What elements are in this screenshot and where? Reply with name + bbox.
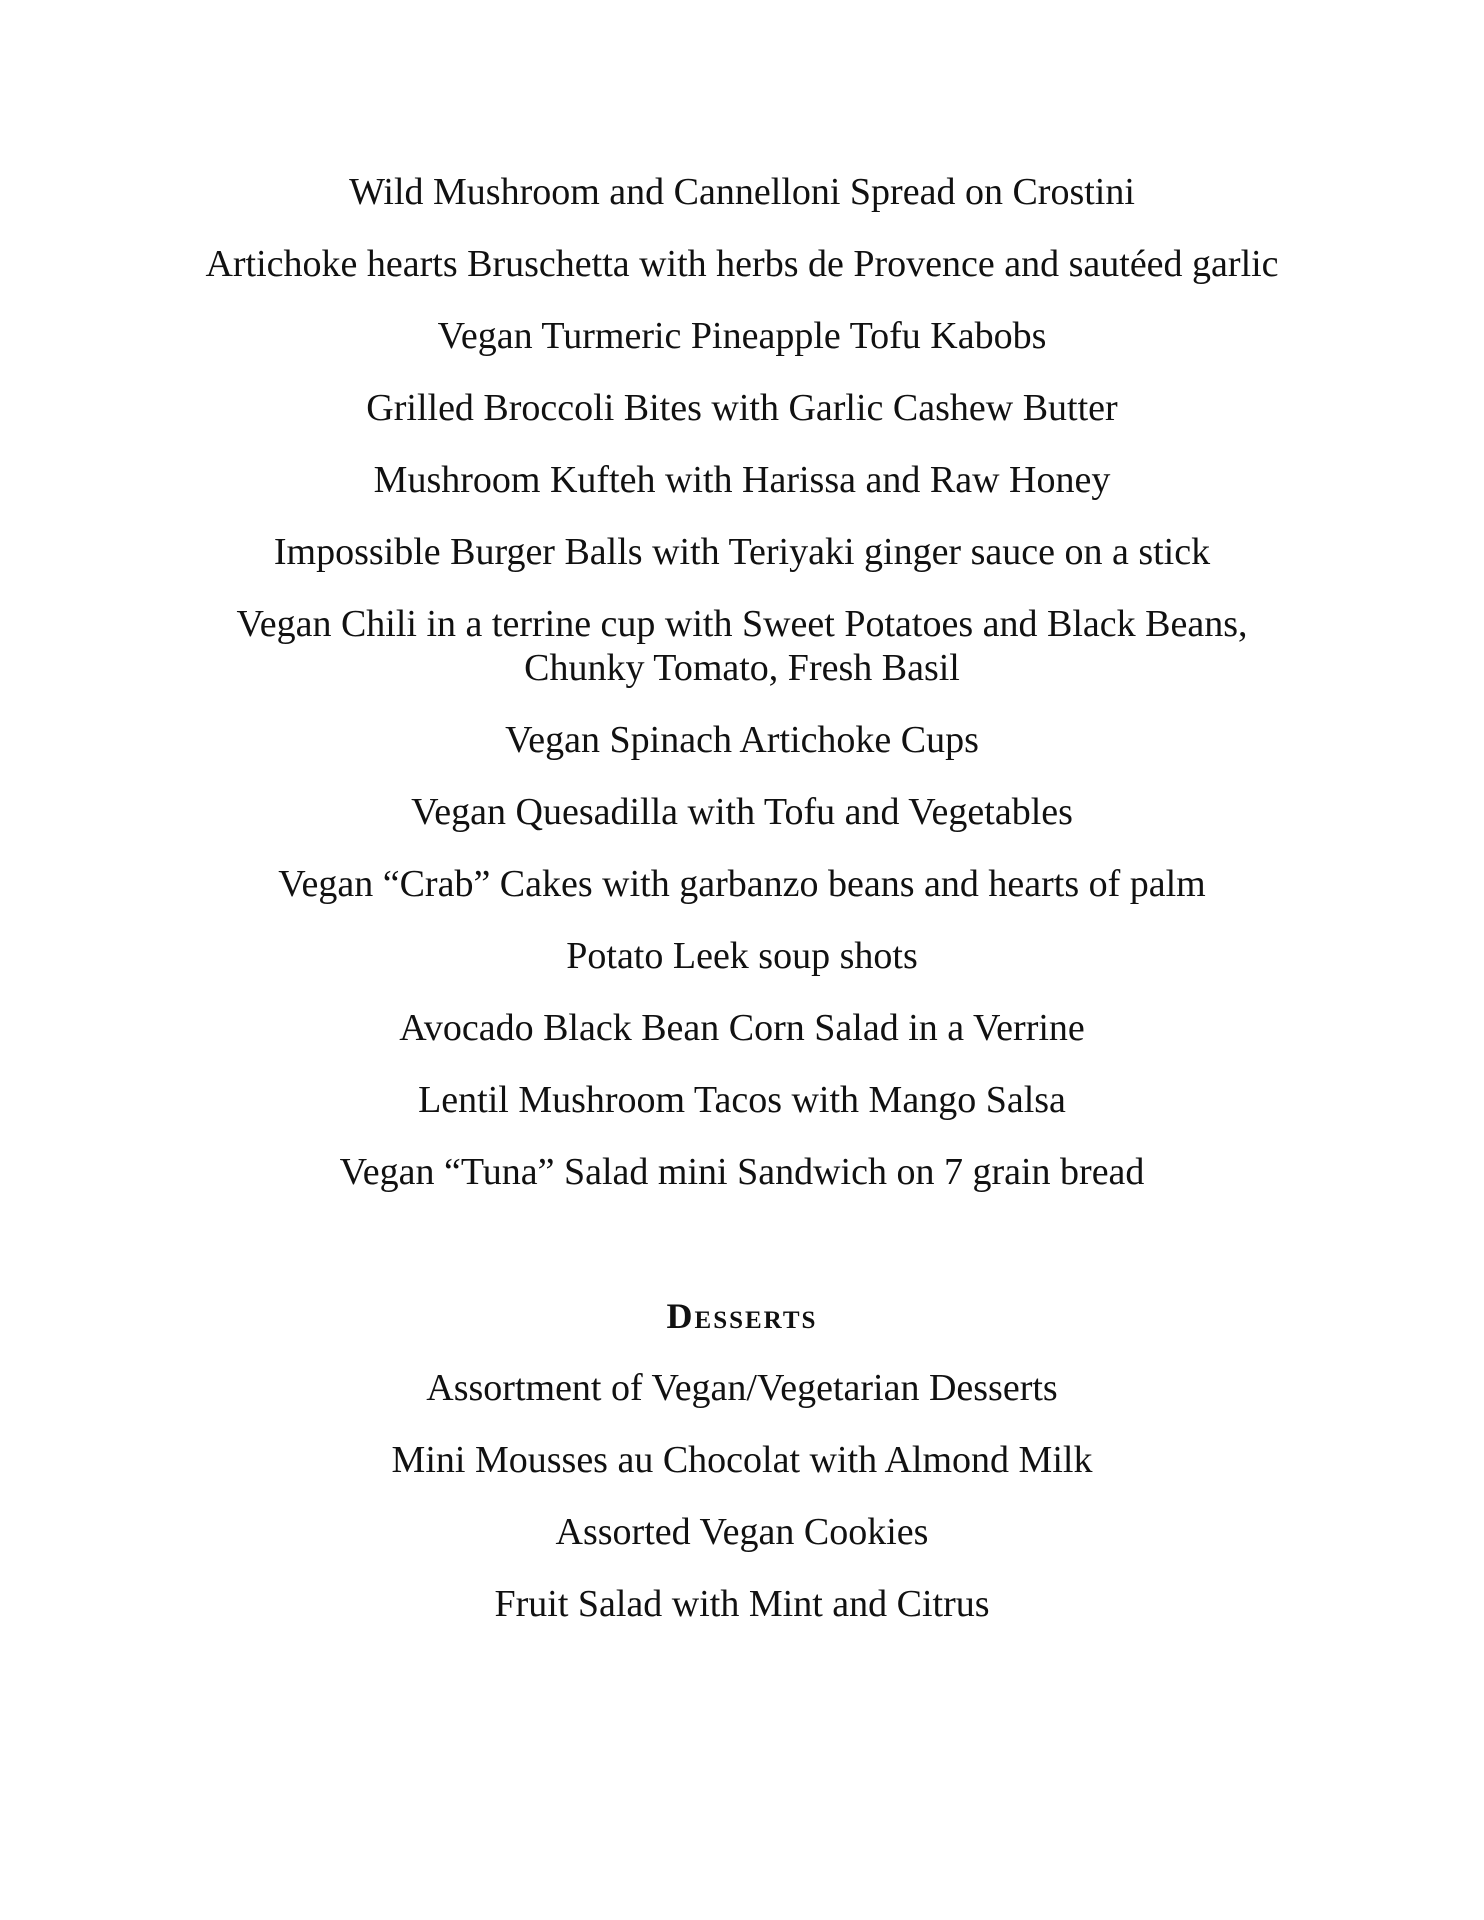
menu-item <box>0 386 1484 430</box>
desserts-heading: Desserts <box>666 1296 818 1336</box>
menu-item <box>0 934 1484 978</box>
dessert-item <box>0 1366 1484 1410</box>
menu-item <box>0 790 1484 834</box>
menu-item <box>0 458 1484 502</box>
dessert-list <box>0 1366 1484 1626</box>
appetizer-list <box>0 170 1484 1222</box>
menu-item-line: Impossible Burger Balls with Teriyaki ginger sauce on a stick <box>273 531 1211 573</box>
desserts-section <box>0 1294 1484 1654</box>
menu-item <box>0 602 1484 690</box>
menu-item-line: Vegan “Tuna” Salad mini Sandwich on 7 grain bread <box>339 1151 1145 1193</box>
dessert-item-line: Assorted Vegan Cookies <box>555 1511 929 1553</box>
menu-item <box>0 242 1484 286</box>
menu-item <box>0 1006 1484 1050</box>
menu-item-line: Artichoke hearts Bruschetta with herbs de Provence and sautéed garlic <box>205 243 1279 285</box>
menu-item <box>0 1078 1484 1122</box>
menu-item-line: Vegan Spinach Artichoke Cups <box>505 719 979 761</box>
menu-item-line: Grilled Broccoli Bites with Garlic Cashew Butter <box>366 387 1118 429</box>
menu-item <box>0 530 1484 574</box>
menu-item-line: Lentil Mushroom Tacos with Mango Salsa <box>418 1079 1066 1121</box>
menu-item-line: Potato Leek soup shots <box>566 935 918 977</box>
menu-item-line: Vegan “Crab” Cakes with garbanzo beans and hearts of palm <box>278 863 1206 905</box>
menu-item <box>0 1150 1484 1194</box>
dessert-item-line: Mini Mousses au Chocolat with Almond Milk <box>391 1439 1093 1481</box>
menu-item <box>0 170 1484 214</box>
dessert-item-line: Fruit Salad with Mint and Citrus <box>494 1583 990 1625</box>
dessert-item-line: Assortment of Vegan/Vegetarian Desserts <box>426 1367 1058 1409</box>
menu-item-line: Vegan Turmeric Pineapple Tofu Kabobs <box>437 315 1047 357</box>
menu-item-line: Wild Mushroom and Cannelloni Spread on Crostini <box>349 171 1135 213</box>
menu-item <box>0 862 1484 906</box>
menu-item-line: Vegan Quesadilla with Tofu and Vegetables <box>411 791 1073 833</box>
menu-item-line: Mushroom Kufteh with Harissa and Raw Honey <box>373 459 1111 501</box>
dessert-item <box>0 1438 1484 1482</box>
menu-item-line: Chunky Tomato, Fresh Basil <box>524 647 960 689</box>
menu-item-line: Vegan Chili in a terrine cup with Sweet Potatoes and Black Beans, <box>236 603 1248 645</box>
menu-item-line: Avocado Black Bean Corn Salad in a Verrine <box>399 1007 1085 1049</box>
menu-item <box>0 718 1484 762</box>
dessert-item <box>0 1582 1484 1626</box>
menu-item <box>0 314 1484 358</box>
dessert-item <box>0 1510 1484 1554</box>
